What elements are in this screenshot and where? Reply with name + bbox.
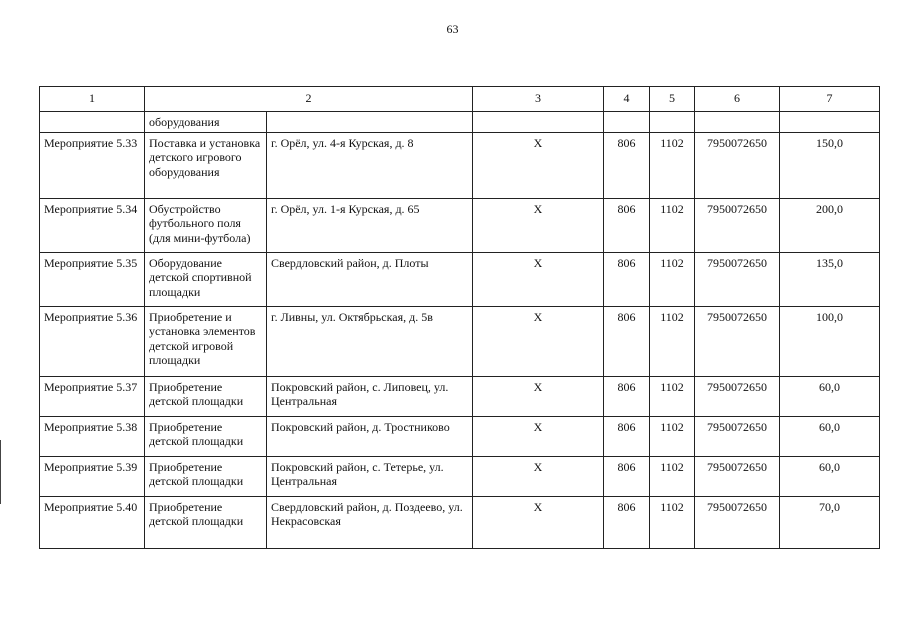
cell-col5: 1102 xyxy=(650,456,695,496)
table-row xyxy=(40,198,880,252)
cell-col3: Х xyxy=(473,132,604,198)
cell-col6: 7950072650 xyxy=(695,132,780,198)
table-row xyxy=(40,252,880,306)
continuation-row xyxy=(40,112,880,133)
cell-name: Оборудование детской спортивной площадки xyxy=(145,252,267,306)
cell-col6: 7950072650 xyxy=(695,416,780,456)
cell-col7: 150,0 xyxy=(780,132,880,198)
cell-address: г. Ливны, ул. Октябрьская, д. 5в xyxy=(267,306,473,376)
cell-col7: 100,0 xyxy=(780,306,880,376)
cell-col4: 806 xyxy=(604,198,650,252)
cell-name: Приобретение и установка элементов детской игровой площадки xyxy=(145,306,267,376)
cell-col3: Х xyxy=(473,456,604,496)
cell-address: Покровский район, д. Тростниково xyxy=(267,416,473,456)
continuation-cell-7 xyxy=(780,112,880,133)
cell-address: Покровский район, с. Тетерье, ул. Центральная xyxy=(267,456,473,496)
cell-name: Обустройство футбольного поля (для мини-футбола) xyxy=(145,198,267,252)
header-col-3: 3 xyxy=(473,87,604,112)
header-col-4: 4 xyxy=(604,87,650,112)
continuation-cell-address xyxy=(267,112,473,133)
cell-col5: 1102 xyxy=(650,132,695,198)
cell-address: Свердловский район, д. Поздеево, ул. Некрасовская xyxy=(267,496,473,548)
cell-col4: 806 xyxy=(604,416,650,456)
cell-col7: 135,0 xyxy=(780,252,880,306)
cell-col6: 7950072650 xyxy=(695,198,780,252)
cell-event: Мероприятие 5.37 xyxy=(40,376,145,416)
continuation-cell-3 xyxy=(473,112,604,133)
cell-name: Приобретение детской площадки xyxy=(145,456,267,496)
cell-event: Мероприятие 5.35 xyxy=(40,252,145,306)
cell-col6: 7950072650 xyxy=(695,306,780,376)
continuation-cell-6 xyxy=(695,112,780,133)
cell-address: г. Орёл, ул. 1-я Курская, д. 65 xyxy=(267,198,473,252)
continuation-cell-4 xyxy=(604,112,650,133)
cell-col7: 60,0 xyxy=(780,416,880,456)
cell-event: Мероприятие 5.34 xyxy=(40,198,145,252)
table-row xyxy=(40,376,880,416)
cell-event: Мероприятие 5.40 xyxy=(40,496,145,548)
cell-col7: 60,0 xyxy=(780,456,880,496)
continuation-cell-5 xyxy=(650,112,695,133)
cell-col3: Х xyxy=(473,198,604,252)
header-col-2: 2 xyxy=(145,87,473,112)
continuation-cell-name: оборудования xyxy=(145,112,267,133)
cell-address: г. Орёл, ул. 4-я Курская, д. 8 xyxy=(267,132,473,198)
cell-col3: Х xyxy=(473,252,604,306)
header-col-5: 5 xyxy=(650,87,695,112)
cell-col3: Х xyxy=(473,376,604,416)
cell-col3: Х xyxy=(473,416,604,456)
page-number: 63 xyxy=(446,22,459,36)
cell-col3: Х xyxy=(473,496,604,548)
cell-col6: 7950072650 xyxy=(695,252,780,306)
table-row xyxy=(40,496,880,548)
cell-col6: 7950072650 xyxy=(695,456,780,496)
cell-name: Приобретение детской площадки xyxy=(145,376,267,416)
cell-col5: 1102 xyxy=(650,252,695,306)
cell-col5: 1102 xyxy=(650,376,695,416)
cell-col5: 1102 xyxy=(650,198,695,252)
cell-col5: 1102 xyxy=(650,416,695,456)
cell-address: Свердловский район, д. Плоты xyxy=(267,252,473,306)
budget-table xyxy=(39,86,880,549)
table-row xyxy=(40,416,880,456)
scan-edge-mark xyxy=(0,440,1,504)
table-row xyxy=(40,306,880,376)
cell-name: Поставка и установка детского игрового оборудования xyxy=(145,132,267,198)
cell-col6: 7950072650 xyxy=(695,496,780,548)
cell-address: Покровский район, с. Липовец, ул. Центральная xyxy=(267,376,473,416)
cell-col4: 806 xyxy=(604,456,650,496)
cell-col6: 7950072650 xyxy=(695,376,780,416)
cell-col7: 70,0 xyxy=(780,496,880,548)
cell-col4: 806 xyxy=(604,376,650,416)
cell-name: Приобретение детской площадки xyxy=(145,416,267,456)
cell-event: Мероприятие 5.39 xyxy=(40,456,145,496)
header-col-7: 7 xyxy=(780,87,880,112)
cell-col5: 1102 xyxy=(650,496,695,548)
header-row xyxy=(40,87,880,112)
cell-col4: 806 xyxy=(604,132,650,198)
cell-event: Мероприятие 5.36 xyxy=(40,306,145,376)
table-row xyxy=(40,132,880,198)
header-col-1: 1 xyxy=(40,87,145,112)
cell-col4: 806 xyxy=(604,496,650,548)
cell-name: Приобретение детской площадки xyxy=(145,496,267,548)
cell-col4: 806 xyxy=(604,306,650,376)
cell-event: Мероприятие 5.38 xyxy=(40,416,145,456)
cell-event: Мероприятие 5.33 xyxy=(40,132,145,198)
cell-col3: Х xyxy=(473,306,604,376)
continuation-cell-event xyxy=(40,112,145,133)
header-col-6: 6 xyxy=(695,87,780,112)
cell-col5: 1102 xyxy=(650,306,695,376)
cell-col7: 60,0 xyxy=(780,376,880,416)
cell-col7: 200,0 xyxy=(780,198,880,252)
table-row xyxy=(40,456,880,496)
cell-col4: 806 xyxy=(604,252,650,306)
